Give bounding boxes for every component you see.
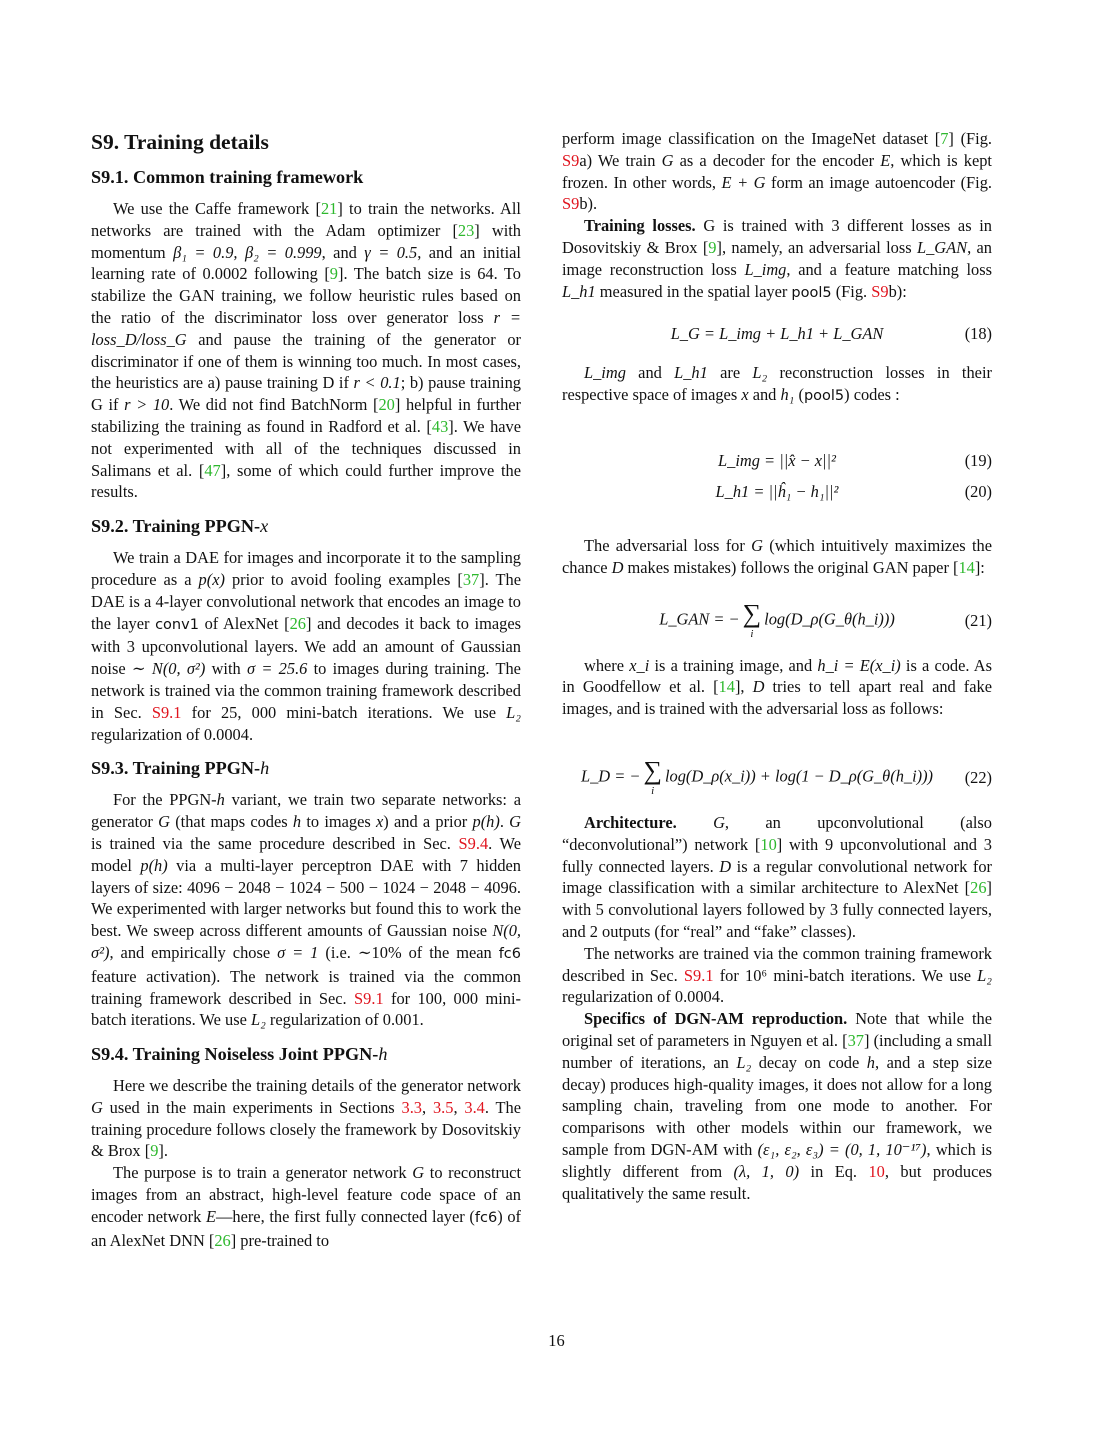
text-run: is a training image, and [649, 655, 818, 675]
equation-expression: ∑ [742, 599, 762, 629]
text-run: makes mistakes) follows the original GAN paper [ [623, 557, 959, 577]
citation-link[interactable]: 23 [457, 220, 475, 240]
math-inline: G [661, 150, 674, 170]
figure-ref-link[interactable]: S9 [871, 281, 889, 301]
text-run: following [ [247, 264, 330, 284]
text-run: reconstruction losses in their respective space of images [562, 363, 992, 405]
text-run: We use the Caffe framework [ [113, 199, 321, 218]
text-run: b). [579, 194, 598, 214]
text-run: , which is kept frozen. In other words, [562, 150, 992, 192]
text-run: is trained via the same procedure described in Sec. [91, 833, 459, 853]
text-run: 4096 − 2048 − 1024 − 500 − 1024 − 2048 − 4096 [187, 877, 517, 897]
run-in-heading: Architecture. [584, 812, 677, 832]
text-run: (that maps codes [169, 812, 293, 832]
subsection-title-s9-2 [91, 514, 521, 538]
paragraph-training-losses [562, 215, 992, 304]
text-run: prior to avoid fooling examples [ [224, 569, 463, 589]
section-ref-link[interactable]: 3.4 [464, 1097, 485, 1117]
citation-link[interactable]: 14 [958, 557, 975, 577]
citation-link[interactable]: 14 [718, 677, 735, 697]
text-run: 0.001 [382, 1010, 420, 1030]
text-run: and [748, 385, 781, 405]
math-inline: L₂ [752, 363, 768, 383]
math-inline: N(0, σ²) [91, 921, 521, 962]
text-run [677, 813, 713, 832]
math-inline: h [866, 1052, 875, 1072]
text-run: For the PPGN- [113, 790, 217, 810]
right-column [562, 128, 992, 1204]
math-inline: r > 10 [124, 395, 170, 415]
text-run: ) codes : [844, 385, 900, 405]
layer-name: pool5 [791, 284, 832, 301]
math-inline: γ = 0.5 [364, 242, 418, 262]
text-run: with [205, 659, 247, 679]
layer-name: conv1 [155, 616, 199, 633]
equation-20 [562, 481, 992, 503]
text-run: . We model [91, 833, 521, 875]
page-number: 16 [548, 1331, 565, 1350]
equation-expression: L_D = − [580, 766, 641, 786]
math-inline: p(x) [198, 569, 225, 589]
run-in-heading: Training losses. [584, 216, 696, 236]
text-run: . [719, 987, 725, 1007]
math-inline: σ = 25.6 [246, 659, 308, 679]
text-run: We train a DAE for images and incorporate it to the sampling procedure as a [91, 548, 521, 589]
equation-22 [562, 758, 992, 798]
section-ref-link[interactable]: 3.3 [401, 1097, 422, 1117]
equation-expression: L_G = L_img + L_h1 + L_GAN [670, 324, 884, 344]
figure-ref-link[interactable]: S9 [562, 150, 580, 170]
text-run: 0.0004 [674, 987, 720, 1007]
citation-link[interactable]: 9 [708, 237, 717, 257]
text-run: , and an initial learning rate of [91, 242, 521, 284]
paragraph-common-training [91, 198, 521, 503]
text-run: ], [734, 677, 753, 697]
text-run: is a code. As in Goodfellow et al. [ [562, 655, 992, 697]
paragraph-discriminator [562, 655, 992, 720]
math-inline: ∼ N(0, σ²) [131, 659, 206, 679]
math-inline: D [611, 557, 624, 577]
text-run: for [713, 965, 746, 985]
subsection-title-s9-3 [91, 756, 521, 780]
math-inline: L₂ [977, 965, 992, 985]
text-run: ∼10% [357, 942, 402, 962]
text-run: 10⁶ [745, 965, 768, 985]
text-run: ] (including a small number of iterations, an [562, 1030, 992, 1072]
paragraph-continued [562, 128, 992, 215]
text-run: Note that while the original set of parameters in Nguyen et al. [ [562, 1009, 992, 1050]
text-run: to reconstruct images from an abstract, high-level feature code space of an encoder network [91, 1163, 521, 1226]
text-run: ) and a prior [383, 812, 473, 832]
equation-18 [562, 323, 992, 345]
math-inline: σ = 1 [277, 942, 319, 962]
paragraph-adversarial-loss [562, 535, 992, 579]
math-inline: G [91, 1097, 103, 1117]
text-run: form an image autoencoder (Fig. [765, 172, 992, 192]
math-inline: h [292, 812, 302, 832]
citation-link[interactable]: 47 [204, 460, 221, 480]
text-run: The adversarial loss for [584, 535, 752, 555]
math-inline: x [741, 385, 749, 405]
math-inline: E + G [721, 172, 766, 192]
math-inline: L_h1 [674, 363, 708, 383]
section-ref-link[interactable]: S9.4 [458, 833, 489, 853]
math-inline: L_img [584, 363, 626, 383]
text-run: ], namely, an adversarial loss [716, 237, 917, 257]
section-ref-link[interactable]: S9.1 [683, 965, 714, 985]
equation-expression [581, 758, 933, 797]
equation-number: (20) [964, 481, 992, 501]
text-run: of the mean [401, 942, 499, 962]
text-run: ] helpful in further stabilizing the training as found in Radford et al. [ [91, 395, 522, 436]
paragraph-architecture [562, 812, 992, 943]
math-inline: E [205, 1206, 216, 1226]
text-run: The purpose is to train a generator network [113, 1163, 413, 1183]
text-run: 0.0004 [203, 724, 249, 744]
text-run: ) of an AlexNet DNN [ [91, 1206, 521, 1250]
text-run: via a multi-layer perceptron DAE with 7 hidden layers of size: [91, 855, 521, 897]
figure-ref-link[interactable]: S9 [562, 194, 580, 214]
citation-link[interactable]: 26 [289, 613, 306, 633]
left-column [91, 128, 521, 1251]
math-inline: G [412, 1163, 425, 1183]
citation-link[interactable]: 9 [329, 264, 338, 284]
math-inline: G [751, 535, 763, 555]
text-run: . To stabilize the GAN training, we follow heuristic rules based on the ratio of the discriminator loss over generator loss [91, 264, 521, 327]
subsection-title-s9-1: S9.1. Common training framework [91, 167, 364, 187]
equation-number: (19) [964, 450, 992, 470]
text-run: ] with 5 convolutional layers followed by 3 fully connected layers, and 2 outputs (for “real” and “fake” classes). [562, 878, 992, 941]
math-inline: E [880, 150, 891, 170]
math-inline: L_h1 [562, 281, 596, 301]
math-inline: x_i [629, 655, 650, 675]
text-run: as a decoder for the encoder [673, 150, 881, 170]
equation-number: (21) [964, 610, 992, 630]
text-run: ]: [974, 557, 985, 577]
text-run: mini-batch iterations. We use [276, 702, 507, 722]
math-inline: x [376, 812, 384, 832]
paragraph-ppgn-x [91, 547, 521, 745]
citation-link[interactable]: 43 [431, 416, 449, 436]
text-run: . We experimented with larger networks but found this to work the best. We sweep across different amounts of Gaussian noise [91, 877, 521, 941]
math-inline: p(h) [472, 812, 500, 832]
text-run: ]. The batch size is [337, 264, 478, 284]
layer-name: pool5 [803, 388, 845, 405]
text-run: ] with momentum [91, 220, 521, 262]
text-run: , and [321, 242, 365, 262]
text-run: . The training procedure follows closely the framework by Dosovitskiy & Brox [ [91, 1097, 521, 1161]
text-run: are [707, 363, 753, 383]
heading-text: h [260, 758, 270, 779]
section-title-s9: S9. Training details [91, 130, 269, 154]
text-run: regularization of [562, 987, 675, 1007]
heading-text: S9.3. Training PPGN- [91, 758, 261, 779]
text-run: The networks are trained via the common training framework described in Sec. [562, 943, 992, 985]
text-run: ]. The DAE is a 4-layer convolutional network that encodes an image to the layer [91, 569, 522, 633]
heading-text: x [260, 516, 269, 537]
text-run: ; b) pause training G if [91, 373, 521, 415]
text-run: . [248, 724, 254, 744]
math-inline: G [713, 812, 725, 832]
text-run: ]. [158, 1141, 168, 1161]
text-run: tries to tell apart real and fake images, and is trained with the adversarial loss as follows: [562, 677, 993, 719]
text-run: ] to train the networks. All networks are trained with the Adam optimizer [ [91, 199, 521, 240]
text-run: and pause the training of the generator or discriminator if one of them is winning too much. In most cases, the heuristics are a) pause training D if [91, 329, 521, 393]
text-run: G is trained with 3 different losses as in Dosovitskiy & Brox [ [562, 216, 992, 257]
text-run: measured in the spatial layer [595, 281, 792, 301]
text-run: , which is slightly different from [562, 1139, 992, 1181]
text-run: ] with 9 upconvolutional and 3 fully connected layers. [562, 834, 992, 876]
text-run: variant, we train two separate networks: a generator [91, 790, 522, 832]
section-ref-link[interactable]: S9.1 [354, 988, 384, 1008]
layer-name: fc6 [498, 945, 521, 962]
citation-link[interactable]: 20 [378, 395, 395, 415]
text-run: b): [888, 281, 907, 301]
math-inline: h [216, 790, 225, 810]
text-run: (Fig. [831, 281, 872, 301]
text-run: ( [794, 385, 804, 405]
summation-symbol [643, 758, 662, 797]
text-run: regularization of [265, 1010, 383, 1030]
heading-text: S9.2. Training PPGN- [91, 516, 261, 537]
text-run: 64 [477, 264, 494, 284]
text-run: , an upconvolutional (also “deconvolutional”) network [ [562, 812, 992, 854]
equation-19 [562, 450, 992, 472]
text-run: used in the main experiments in Sections [102, 1097, 402, 1117]
text-run: mini-batch iterations. We use [91, 988, 522, 1030]
text-run: , [422, 1097, 433, 1117]
text-run: —here, the first fully connected layer ( [215, 1206, 475, 1226]
text-run: . [499, 812, 510, 832]
citation-link[interactable]: 37 [847, 1030, 864, 1050]
text-run: (which intuitively maximizes the chance [562, 535, 992, 577]
citation-link[interactable]: 7 [940, 129, 949, 148]
subsection-title-s9-4 [91, 1042, 521, 1066]
text-run: perform image classification on the ImageNet dataset [ [562, 129, 941, 148]
math-inline: r < 0.1 [353, 373, 401, 393]
text-run: ] (Fig. [948, 129, 993, 148]
summation-symbol [743, 601, 762, 640]
text-run: and [625, 363, 675, 383]
math-inline: h₁ [780, 385, 795, 405]
paragraph-noiseless-joint-1 [91, 1075, 521, 1162]
text-run: , and a step size decay) produces high-quality images, it does not allow for a long sampling chain, traveling from one mode to another. For comparisons with other models within our framework, we sample from DGN-AM with [562, 1052, 992, 1159]
equation-number: (18) [964, 324, 992, 344]
math-inline: L₂ [250, 1010, 266, 1030]
citation-link[interactable]: 10 [760, 834, 777, 854]
math-inline: L₂ [506, 702, 521, 722]
math-inline: L₂ [736, 1052, 752, 1072]
citation-link[interactable]: 37 [462, 569, 480, 589]
text-run: , and a feature matching loss [786, 259, 992, 279]
math-inline: β₁ = 0.9, β₂ = 0.999 [173, 242, 322, 262]
equation-expression: i [651, 785, 655, 798]
math-inline: G [509, 812, 521, 832]
math-inline: D [752, 677, 765, 697]
text-run: ] pre-trained to [230, 1230, 330, 1250]
equation-expression: L_img = ||x̂ − x||² [718, 451, 836, 471]
text-run: for [181, 702, 221, 722]
equation-ref-link[interactable]: 10 [868, 1161, 885, 1181]
heading-text: S9.4. Training Noiseless Joint PPGN- [91, 1044, 379, 1065]
equation-number: (22) [964, 767, 992, 787]
text-run: a) We train [579, 150, 662, 170]
math-inline: D [719, 856, 732, 876]
math-inline: r = loss_D/loss_G [91, 307, 521, 349]
equation-expression [659, 601, 895, 640]
text-run: ], some of which could further improve the results. [91, 460, 521, 502]
math-inline: G [158, 812, 170, 832]
text-run: 100, 000 [417, 988, 479, 1008]
text-run: feature activation). The network is trained via the common training framework described in Sec. [91, 966, 521, 1008]
equation-expression: L_h1 = ||ĥ₁ − h₁||² [715, 482, 839, 502]
text-run: 0.0002 [202, 264, 248, 284]
citation-link[interactable]: 21 [320, 199, 338, 218]
text-run: (i.e. [318, 942, 358, 962]
layer-name: fc6 [474, 1209, 498, 1226]
text-run: of AlexNet [ [198, 613, 290, 633]
equation-expression: log(D_ρ(x_i)) + log(1 − D_ρ(G_θ(h_i))) [664, 766, 934, 786]
citation-link[interactable]: 9 [150, 1141, 159, 1161]
paragraph-ppgn-h [91, 789, 521, 1031]
text-run: decay on code [751, 1052, 867, 1072]
text-run: Here we describe the training details of the generator network [113, 1076, 521, 1096]
text-run: mini-batch iterations. We use [767, 965, 978, 985]
text-run: . We did not find BatchNorm [ [169, 395, 379, 415]
math-inline: L_img [744, 259, 787, 279]
equation-21 [562, 601, 992, 641]
text-run: where [584, 655, 630, 675]
math-inline: (λ, 1, 0) [733, 1161, 800, 1181]
text-run: . [419, 1010, 424, 1030]
math-inline: p(h) [140, 855, 168, 875]
math-inline: h_i = E(x_i) [817, 655, 901, 675]
math-inline: (ε₁, ε₂, ε₃) = (0, 1, 10⁻¹⁷) [757, 1139, 927, 1159]
text-run: , but produces qualitatively the same result. [562, 1161, 992, 1203]
text-run: is a regular convolutional network for image classification with a similar architecture to AlexNet [ [562, 856, 992, 898]
equation-expression: i [750, 628, 754, 641]
paragraph-dgn-am [562, 1008, 992, 1204]
citation-link[interactable]: 26 [214, 1230, 231, 1250]
paragraph-l2-losses [562, 362, 992, 408]
heading-text: h [378, 1044, 388, 1065]
paragraph-noiseless-joint-2 [91, 1162, 521, 1251]
equation-expression: log(D_ρ(G_θ(h_i))) [764, 609, 895, 629]
text-run: for [383, 988, 418, 1008]
equation-expression: ∑ [643, 756, 662, 786]
citation-link[interactable]: 26 [970, 878, 987, 898]
section-ref-link[interactable]: 3.5 [432, 1097, 454, 1117]
text-run: , and empirically chose [109, 942, 278, 962]
paragraph-trained-iterations [562, 943, 992, 1008]
text-run: to images during training. The network is trained via the common training framework described in Sec. [91, 659, 521, 722]
math-inline: L_GAN [916, 237, 968, 257]
text-run: 25, 000 [220, 702, 277, 722]
text-run: in Eq. [799, 1161, 869, 1181]
text-run: to images [301, 812, 376, 832]
text-run: regularization of [91, 724, 204, 744]
text-run: ]. We have not experimented with all of the techniques discussed in Salimans et al. [ [91, 416, 522, 480]
text-run: ] and decodes it back to images with 3 upconvolutional layers. We add an amount of Gaussian noise [91, 613, 521, 679]
run-in-heading: Specifics of DGN-AM reproduction. [584, 1009, 848, 1029]
section-ref-link[interactable]: S9.1 [151, 702, 182, 722]
text-run: , an image reconstruction loss [562, 237, 993, 279]
text-run: , [453, 1097, 465, 1117]
equation-expression: L_GAN = − [659, 609, 740, 629]
